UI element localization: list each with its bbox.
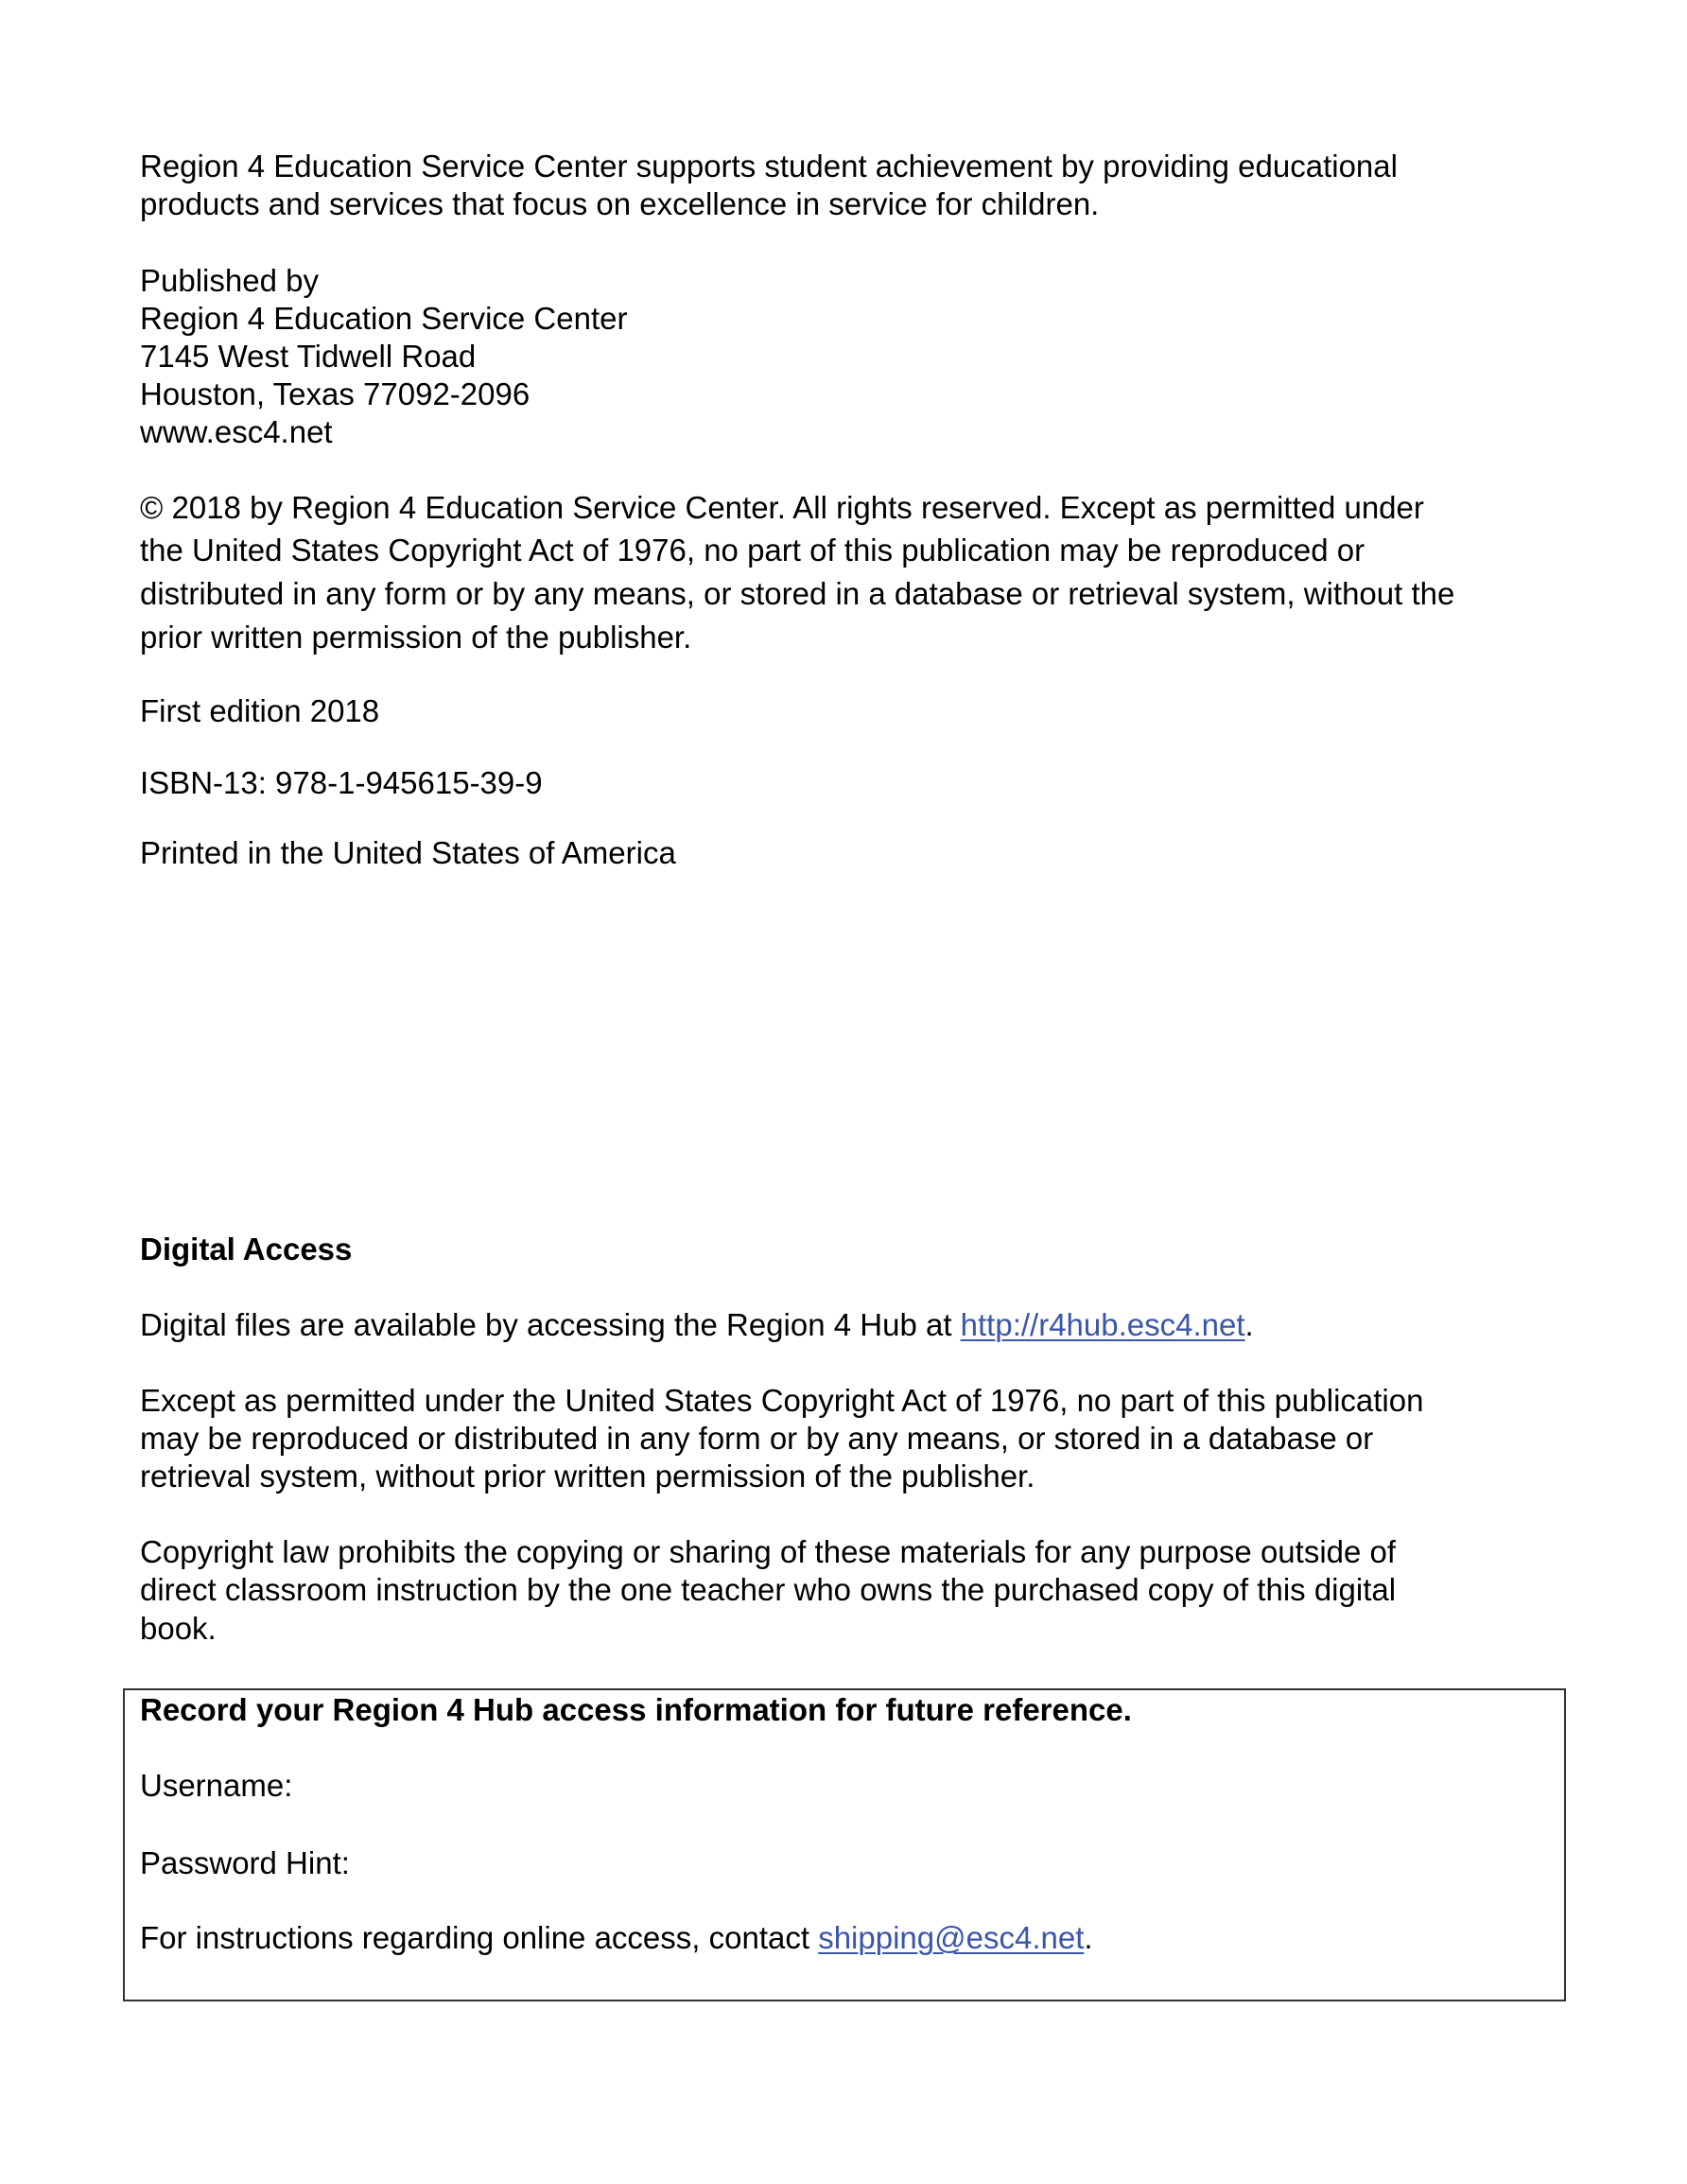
publisher-name: Region 4 Education Service Center	[140, 301, 628, 336]
publisher-website: www.esc4.net	[140, 414, 333, 449]
contact-text: For instructions regarding online access, contact	[140, 1920, 819, 1955]
permission-line: Except as permitted under the United States Copyright Act of 1976, no part of this publication	[140, 1383, 1424, 1418]
contact-suffix: .	[1084, 1920, 1093, 1955]
copyright-line: distributed in any form or by any means, or stored in a database or retrieval system, without the	[140, 576, 1455, 611]
digital-availability	[140, 1306, 1254, 1344]
copyright-line: prior written permission of the publisher.	[140, 620, 692, 655]
hub-link[interactable]: http://r4hub.esc4.net	[960, 1307, 1245, 1342]
digital-availability-text: Digital files are available by accessing the Region 4 Hub at	[140, 1307, 961, 1342]
username-label: Username:	[140, 1768, 293, 1803]
publisher-street: 7145 West Tidwell Road	[140, 339, 477, 374]
publisher-city: Houston, Texas 77092-2096	[140, 376, 530, 411]
permission-line: retrieval system, without prior written permission of the publisher.	[140, 1459, 1035, 1494]
copyright-law-line: book.	[140, 1611, 217, 1646]
digital-availability-suffix: .	[1244, 1307, 1254, 1342]
password-hint-label: Password Hint:	[140, 1845, 350, 1880]
permission-line: may be reproduced or distributed in any form or by any means, or stored in a database or	[140, 1421, 1374, 1456]
copyright-line: © 2018 by Region 4 Education Service Center. All rights reserved. Except as permitted under	[140, 490, 1424, 525]
intro-line: products and services that focus on excellence in service for children.	[140, 186, 1100, 221]
printed-in: Printed in the United States of America	[140, 835, 676, 870]
published-by-label: Published by	[140, 263, 319, 298]
isbn: ISBN-13: 978-1-945615-39-9	[140, 765, 543, 800]
contact-line	[140, 1919, 1093, 1957]
digital-access-heading: Digital Access	[140, 1232, 353, 1267]
copyright-law-line: Copyright law prohibits the copying or sharing of these materials for any purpose outside of	[140, 1534, 1397, 1569]
copyright-line: the United States Copyright Act of 1976, no part of this publication may be reproduced or	[140, 533, 1365, 568]
intro-line: Region 4 Education Service Center supports student achievement by providing educational	[140, 149, 1398, 183]
record-box-heading: Record your Region 4 Hub access information for future reference.	[140, 1692, 1132, 1727]
contact-email-link[interactable]: shipping@esc4.net	[818, 1920, 1085, 1955]
edition: First edition 2018	[140, 693, 380, 728]
copyright-law-line: direct classroom instruction by the one teacher who owns the purchased copy of this digital	[140, 1572, 1397, 1607]
